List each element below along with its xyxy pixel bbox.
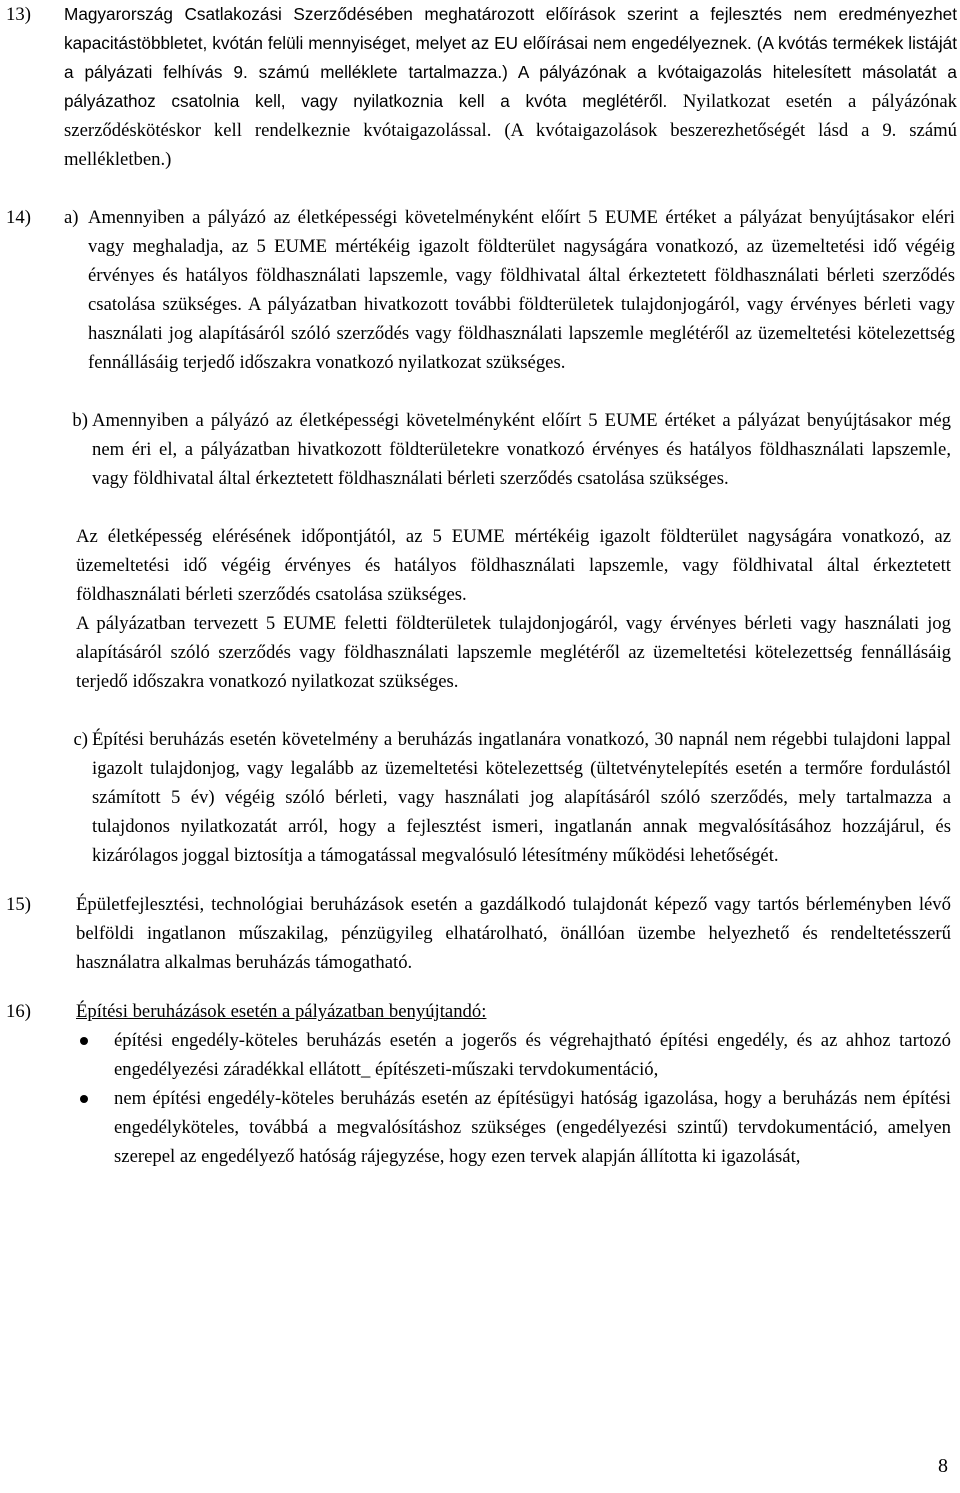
item-13-text-serif: Nyilatkozat esetén a pályázónak szerződéskötéskor kell rendelkeznie kvótaigazolással. (A kvótaigazolások beszerezhetőségét lásd a 9. számú mellékletben.)	[64, 91, 957, 170]
item-14-a-text: Amennyiben a pályázó az életképességi követelményként előírt 5 EUME értéket a pályázat benyújtásakor eléri vagy meghaladja, az 5 EUME mértékéig igazolt földterület nagyságára vonatkozó, az üzemeltetési idő végéig érvényes és hatályos földhasználati lapszemle, vagy földhivatal által érkeztetett földhasználati bérleti szerződés csatolása szükséges. A pályázatban hivatkozott további földterületek tulajdonjogáról, vagy érvényes bérleti vagy használati jog alapításáról szóló szerződés vagy földhasználati lapszemle meglétéről az üzemeltetési kötelezettség fennállásáig terjedő időszakra vonatkozó nyilatkozat szükséges.	[88, 207, 955, 373]
item-14-extra-paragraph-1: Az életképesség elérésének időpontjától, az 5 EUME mértékéig igazolt földterület nagyságára vonatkozó, az üzemeltetési idő végéig érvényes és hatályos földhasználati lapszemle, vagy földhivatal által érkeztetett földhasználati bérleti szerződés csatolása szükséges.	[76, 526, 951, 605]
item-14-a-label: a)	[64, 207, 79, 228]
item-15	[6, 890, 957, 977]
item-15-number: 15)	[6, 894, 31, 915]
item-14	[6, 203, 957, 377]
item-13-body	[64, 0, 957, 174]
page-number: 8	[938, 1455, 948, 1477]
bullet-icon	[76, 1026, 114, 1084]
item-16-bullet-list	[76, 1026, 951, 1171]
item-14-b	[64, 406, 957, 493]
item-14-c-text: Építési beruházás esetén követelmény a beruházás ingatlanára vonatkozó, 30 napnál nem régebbi tulajdoni lappal igazolt tulajdonjog, vagy legalább az üzemeltetési kötelezettség (ültetvénytelepítés esetén a termőre fordulástól számított 5 év) végéig szóló bérleti, vagy használati jog alapításáról szóló szerződés, mely tartalmazza a tulajdonos nyilatkozatát arról, hogy a fejlesztést ismeri, ingatlanán annak megvalósításához hozzájárul, és kizárólagos joggal biztosítja a támogatással megvalósuló létesítmény működési lehetőségét.	[92, 729, 951, 866]
bullet-text: nem építési engedély-köteles beruházás esetén az építésügyi hatóság igazolása, hogy a beruházás nem építési engedélyköteles, továbbá a megvalósításhoz szükséges (engedélyezési szintű) tervdokumentáció, amelyen szerepel az engedélyező hatóság rájegyzése, hogy ezen tervek alapján állította ki igazolását,	[114, 1088, 951, 1167]
item-14-a	[64, 203, 957, 377]
item-13-text-sans: Magyarország Csatlakozási Szerződésében meghatározott előírások szerint a fejlesztés nem eredményezhet kapacitástöbbletet, kvótán felüli mennyiséget, melyet az EU előírásai nem engedélyeznek. (A kvótás termékek listáját a pályázati felhívás 9. számú melléklete tartalmazza.) A pályázónak a kvótaigazolás hitelesített másolatát a pályázathoz csatolnia kell, vagy nyilatkoznia kell a kvóta meglétéről.	[64, 4, 957, 111]
item-13	[6, 0, 957, 174]
item-14-extra-paragraph-2: A pályázatban tervezett 5 EUME feletti földterületek tulajdonjogáról, vagy érvényes bérleti vagy használati jog alapításáról szóló szerződés vagy földhasználati lapszemle meglétéről az üzemeltetési kötelezettség fennállásáig terjedő időszakra vonatkozó nyilatkozat szükséges.	[76, 613, 951, 692]
bullet-icon	[76, 1084, 114, 1171]
item-14-c-label: c)	[73, 729, 88, 750]
item-14-b-label: b)	[72, 410, 88, 431]
item-14-b-text: Amennyiben a pályázó az életképességi követelményként előírt 5 EUME értéket a pályázat benyújtásakor még nem éri el, a pályázatban hivatkozott földterületekre vonatkozó érvényes és hatályos földhasználati lapszemle, vagy földhivatal által érkeztetett földhasználati bérleti szerződés csatolása szükséges.	[92, 410, 951, 489]
item-16	[6, 997, 957, 1026]
list-item	[76, 1084, 951, 1171]
item-13-number: 13)	[6, 4, 31, 25]
item-16-heading: Építési beruházások esetén a pályázatban benyújtandó:	[76, 1001, 487, 1022]
bullet-text: építési engedély-köteles beruházás esetén a jogerős és végrehajtható építési engedély, és az ahhoz tartozó engedélyezési záradékkal ellátott_ építészeti-műszaki tervdokumentáció,	[114, 1030, 951, 1080]
item-14-number: 14)	[6, 207, 31, 228]
item-14-c	[64, 725, 957, 870]
item-16-number: 16)	[6, 1001, 31, 1022]
list-item	[76, 1026, 951, 1084]
item-15-text: Épületfejlesztési, technológiai beruházások esetén a gazdálkodó tulajdonát képező vagy tartós bérleményben lévő belföldi ingatlanon műszakilag, pénzügyileg elhatárolható, önállóan üzembe helyezhető és rendeltetésszerű használatra alkalmas beruházás támogatható.	[76, 894, 951, 973]
